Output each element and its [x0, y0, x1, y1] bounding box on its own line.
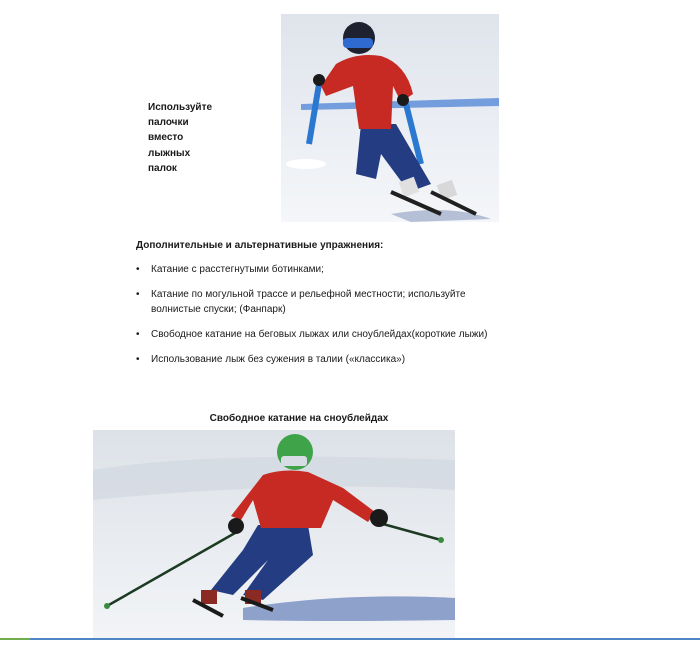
- skier-face: [281, 456, 307, 466]
- snowblades-caption: Свободное катание на сноублейдах: [209, 413, 389, 424]
- list-item-text-cont: волнистые спуски; (Фанпарк): [151, 304, 286, 315]
- snowblades-skier-illustration: [93, 430, 455, 638]
- footer-rule-accent: [0, 638, 30, 640]
- glove-left: [313, 74, 325, 86]
- caption-line: вместо: [148, 132, 184, 144]
- glove-left: [228, 518, 244, 534]
- snow-clump: [286, 159, 326, 169]
- skier-with-sticks-illustration: [281, 14, 499, 222]
- pole-tip-left: [104, 603, 110, 609]
- caption-line: палочки: [148, 117, 189, 129]
- list-item-text: Свободное катание на беговых лыжах или сноублейдах(короткие лыжи): [151, 329, 488, 340]
- list-item: [136, 352, 556, 367]
- caption-line: лыжных: [148, 147, 191, 159]
- footer-rule: [0, 638, 700, 640]
- list-item-text: Использование лыж без сужения в талии («классика»): [151, 354, 406, 365]
- list-item: [136, 327, 556, 342]
- list-item-text: Катание с расстегнутыми ботинками;: [151, 264, 324, 275]
- skier-goggles: [343, 38, 373, 48]
- list-item: [136, 262, 556, 277]
- snowblades-skier-photo: [93, 430, 455, 638]
- sticks-instruction-caption: [148, 100, 228, 176]
- list-item: [136, 287, 556, 317]
- ski-boot-left: [201, 590, 217, 604]
- pole-tip-right: [438, 537, 444, 543]
- bullet-glyph: •: [136, 264, 140, 275]
- caption-line: палок: [148, 162, 177, 174]
- skier-with-sticks-photo: [281, 14, 499, 222]
- bullet-glyph: •: [136, 354, 140, 365]
- list-item-text: Катание по могульной трассе и рельефной местности; используйте: [151, 289, 466, 300]
- caption-line: Используйте: [148, 102, 213, 113]
- section-heading: Дополнительные и альтернативные упражнения:: [136, 240, 384, 251]
- bullet-glyph: •: [136, 289, 140, 300]
- exercise-list: [136, 262, 556, 377]
- glove-right: [370, 509, 388, 527]
- glove-right: [397, 94, 409, 106]
- bullet-glyph: •: [136, 329, 140, 340]
